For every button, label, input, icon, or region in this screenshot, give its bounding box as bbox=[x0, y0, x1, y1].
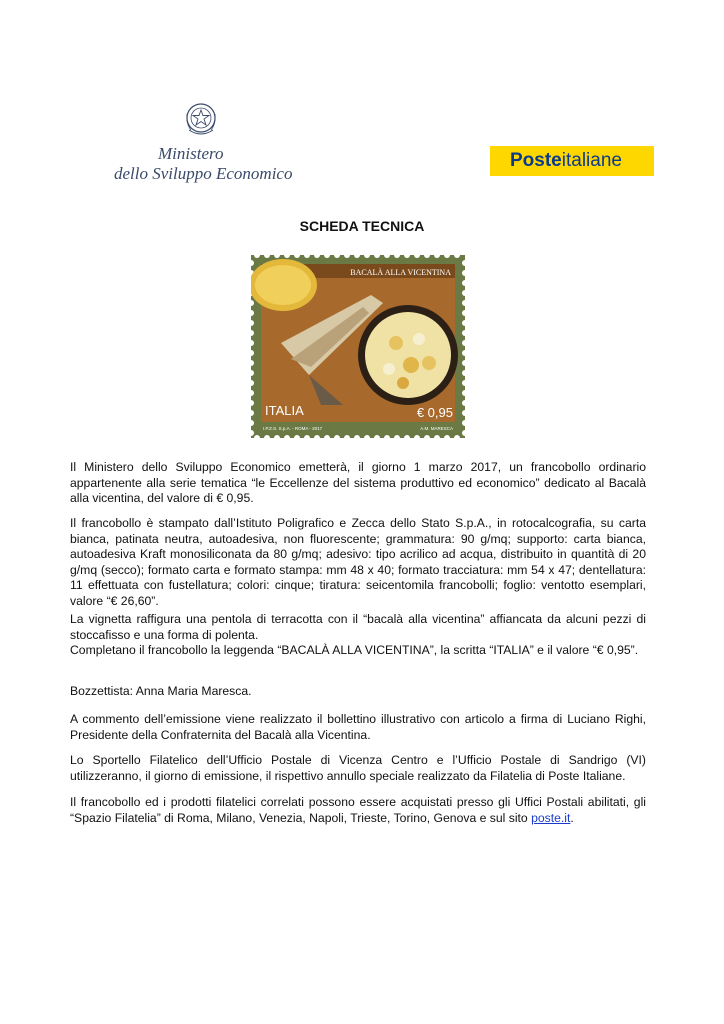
stamp-legend: BACALÀ ALLA VICENTINA bbox=[350, 268, 451, 277]
paragraph-bulletin bbox=[70, 712, 646, 743]
paragraph-vignette-description bbox=[70, 612, 646, 659]
paragraph-special-cancellation bbox=[70, 753, 646, 784]
italian-emblem-icon bbox=[184, 100, 218, 138]
paragraph-designer bbox=[70, 684, 646, 700]
paragraph-text: Completano il francobollo la leggenda “BACALÀ ALLA VICENTINA”, la scritta “ITALIA” e il valore “€ 0,95”. bbox=[70, 643, 639, 658]
paragraph-text: La vignetta raffigura una pentola di terracotta con il “bacalà alla vicentina” affiancata da alcuni pezzi di stoccafisso e una forma di polenta. bbox=[70, 612, 646, 642]
paragraph-purchase-info bbox=[70, 795, 646, 826]
paragraph-text: Lo Sportello Filatelico dell’Ufficio Postale di Vicenza Centro e l’Ufficio Postale di Sandrigo (VI) utilizzeranno, il giorno di emissione, il rispettivo annullo speciale realizzato da Filatelia di Poste Italiane. bbox=[70, 753, 646, 783]
poste-logo-regular: italiane bbox=[561, 150, 622, 171]
poste-italiane-logo-text bbox=[510, 150, 622, 172]
ministry-logo bbox=[112, 98, 293, 190]
stamp-value: € 0,95 bbox=[416, 405, 453, 420]
paragraph-text: Il francobollo è stampato dall’Istituto Poligrafico e Zecca dello Stato S.p.A., in rotocalcografia, su carta bianca, patinata neutra, autoadesiva, non fluorescente; grammatura: 90 g/mq; supporto: carta bianca, autoadesiva Kraft monosiliconata da 80 g/mq; adesivo: tipo acrilico ad acqua, distribuito in quantità di 20 g/mq (secco); formato carta e formato stampa: mm 48 x 40; formato tracciatura: mm 54 x 47; dentellatura: 11 effettuata con fustellatura; colori: cinque; tiratura: seicentomila francobolli; foglio: ventotto esemplari, valore “€ 26,60”. bbox=[70, 516, 646, 608]
paragraph-text: Il Ministero dello Sviluppo Economico emetterà, il giorno 1 marzo 2017, un francobollo ordinario appartenente alla serie tematica “le Eccellenze del sistema produttivo ed economico” dedicato al Bacalà alla vicentina, del valore di € 0,95. bbox=[70, 460, 646, 506]
paragraph-text: Bozzettista: Anna Maria Maresca. bbox=[70, 684, 252, 698]
stamp-artist: A.M. MARESCA bbox=[420, 426, 453, 431]
paragraph-text: A commento dell’emissione viene realizzato il bollettino illustrativo con articolo a firma di Luciano Righi, Presidente della Confraternita del Bacalà alla Vicentina. bbox=[70, 712, 646, 742]
stamp-printer: I.P.Z.S. S.p.A. - ROMA - 2017 bbox=[263, 426, 323, 431]
poste-it-link[interactable]: poste.it bbox=[531, 810, 571, 825]
paragraph-text bbox=[70, 795, 646, 826]
poste-italiane-logo bbox=[490, 146, 654, 176]
stamp-country: ITALIA bbox=[265, 403, 304, 418]
ministry-logo-line2: dello Sviluppo Economico bbox=[114, 164, 293, 183]
ministry-logo-line1: Ministero bbox=[158, 144, 224, 163]
poste-logo-bold: Poste bbox=[510, 150, 562, 171]
paragraph-printing-details bbox=[70, 516, 646, 610]
paragraph-issue-announcement bbox=[70, 460, 646, 507]
page-title: SCHEDA TECNICA bbox=[299, 218, 425, 234]
paragraph-text-after-link: . bbox=[570, 810, 574, 825]
paragraph-text-before-link: Il francobollo ed i prodotti filatelici correlati possono essere acquistati presso gli Uffici Postali abilitati, gli “Spazio Filatelia” di Roma, Milano, Venezia, Napoli, Trieste, Torino, Genova e sul sito bbox=[70, 795, 646, 825]
stamp-image bbox=[251, 255, 465, 438]
